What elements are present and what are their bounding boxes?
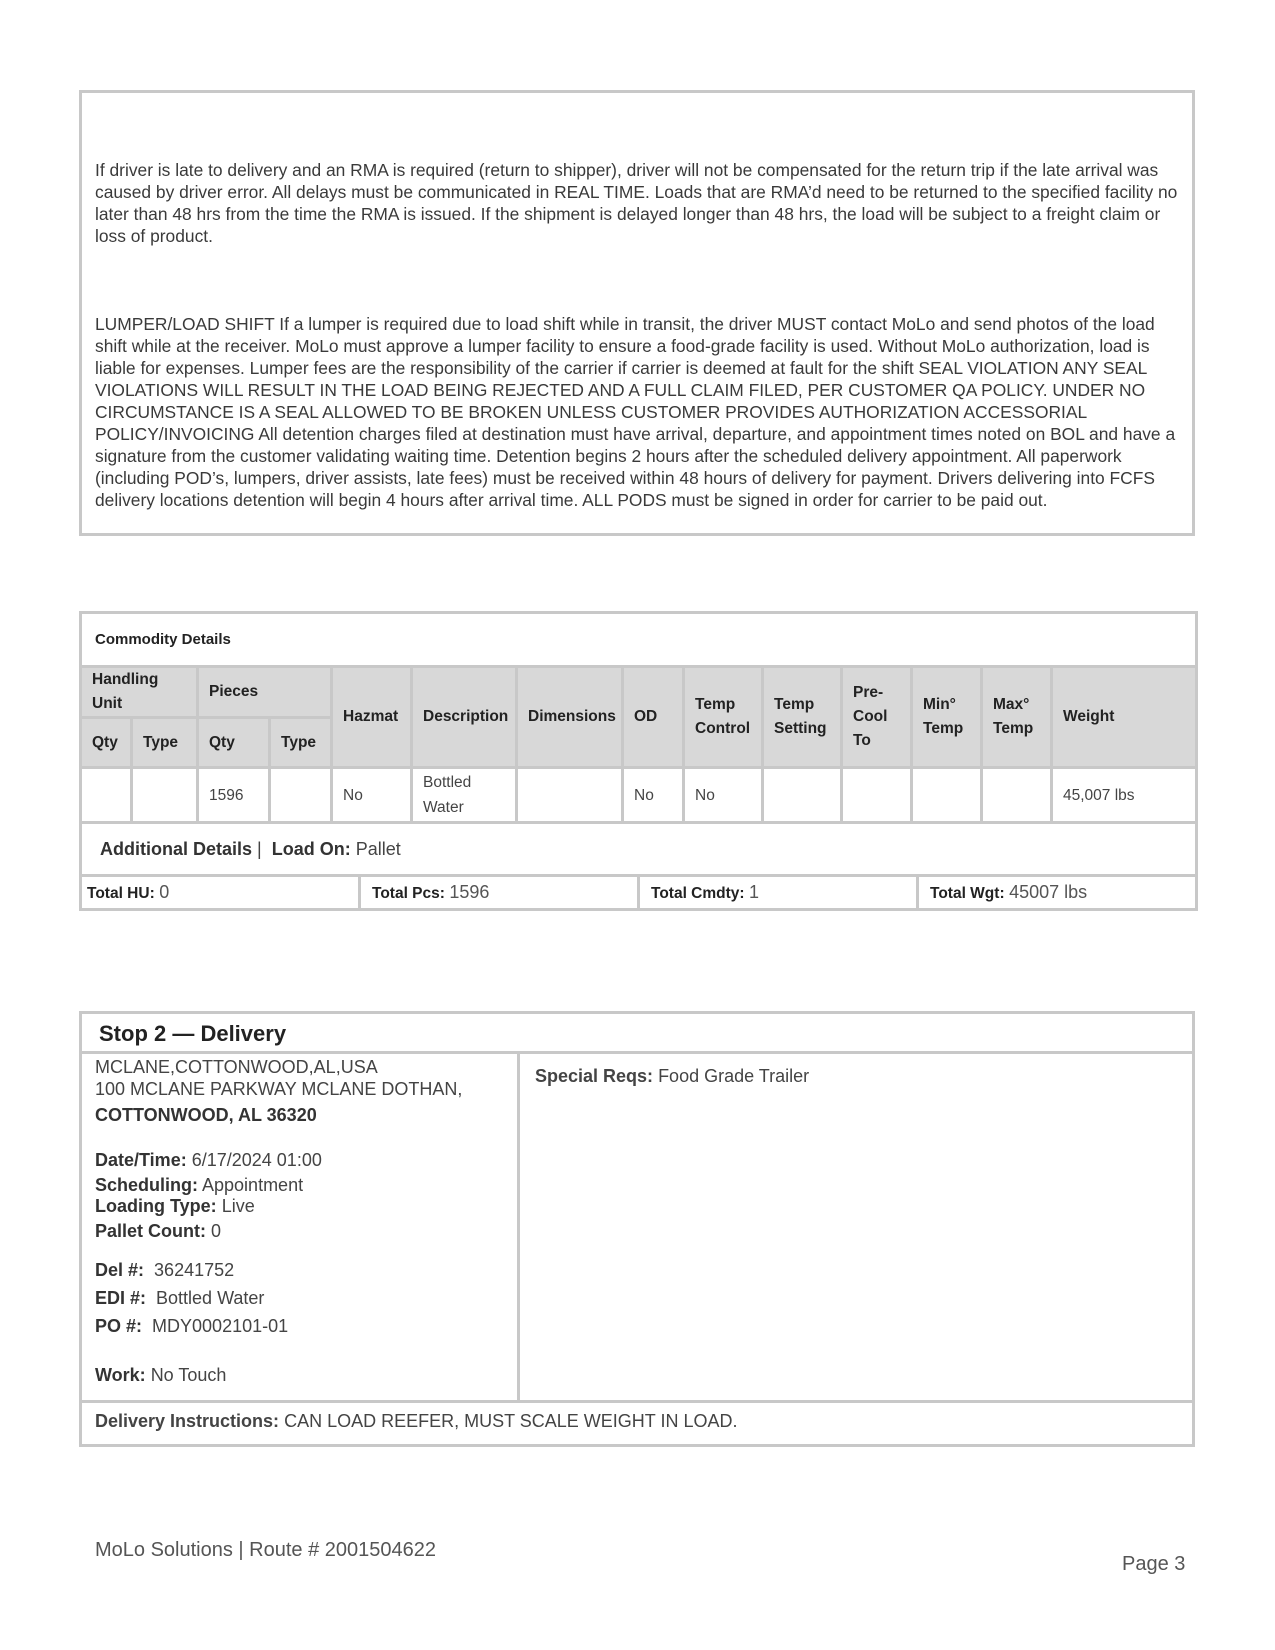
total-pcs-label: Total Pcs:: [372, 885, 445, 902]
commodity-details: [79, 611, 1195, 919]
datetime-value: 6/17/2024 01:00: [191, 1150, 322, 1170]
temp-setting-cell: [763, 768, 842, 823]
edi-value: Bottled Water: [156, 1288, 265, 1308]
delivery-instructions: [82, 1400, 1192, 1444]
stop-details: [82, 1054, 520, 1400]
delivery-instructions-text: [95, 1411, 738, 1432]
pcs-qty-cell: 1596: [198, 768, 270, 823]
po-label: PO #:: [95, 1316, 143, 1336]
hu-qty-cell: [81, 768, 132, 823]
hu-qty-header: Qty: [81, 718, 132, 768]
temp-setting-header: Temp Setting: [763, 667, 842, 768]
delivery-instructions-value: CAN LOAD REEFER, MUST SCALE WEIGHT IN LOAD.: [284, 1411, 738, 1431]
edi-label: EDI #:: [95, 1288, 147, 1308]
od-header: OD: [623, 667, 684, 768]
max-temp-cell: [982, 768, 1052, 823]
total-hu-value: 0: [159, 882, 170, 902]
address-line: 100 MCLANE PARKWAY MCLANE DOTHAN,: [95, 1079, 463, 1099]
commodity-table: [79, 611, 1198, 877]
total-wgt: [918, 876, 1197, 910]
hazmat-cell: No: [332, 768, 412, 823]
total-pcs: [360, 876, 639, 910]
pallet-count: [95, 1221, 221, 1242]
commodity-title: Commodity Details: [81, 613, 1197, 667]
total-wgt-label: Total Wgt:: [930, 885, 1005, 902]
del-number: [95, 1260, 234, 1281]
pre-cool-cell: [842, 768, 912, 823]
load-on-label: Load On:: [271, 838, 351, 859]
po-value: MDY0002101-01: [152, 1316, 289, 1336]
dimensions-cell: [517, 768, 623, 823]
hu-type-header: Type: [132, 718, 198, 768]
datetime-label: Date/Time:: [95, 1150, 187, 1170]
total-cmdty-value: 1: [749, 882, 760, 902]
pallet-count-label: Pallet Count:: [95, 1221, 206, 1241]
footer-route: MoLo Solutions | Route # 2001504622: [95, 1539, 437, 1561]
max-temp-header: Max° Temp: [982, 667, 1052, 768]
table-row: [81, 768, 1197, 823]
city-state-zip: COTTONWOOD, AL 36320: [95, 1105, 317, 1125]
special-reqs-label: Special Reqs:: [535, 1066, 654, 1086]
scheduling-label: Scheduling:: [95, 1175, 198, 1195]
additional-details-label: Additional Details: [100, 838, 253, 859]
loading-type-label: Loading Type:: [95, 1196, 217, 1216]
total-cmdty-label: Total Cmdty:: [651, 885, 745, 902]
po-number: [95, 1316, 288, 1337]
description-cell: Bottled Water: [412, 768, 517, 823]
total-pcs-value: 1596: [449, 882, 490, 902]
min-temp-cell: [912, 768, 982, 823]
description-header: Description: [412, 667, 517, 768]
del-label: Del #:: [95, 1260, 145, 1280]
temp-control-cell: No: [684, 768, 763, 823]
rma-policy-text: If driver is late to delivery and an RMA is required (return to shipper), driver will not be compensated for the return trip if the late arrival was caused by driver error. All delays must be communicated in REAL TIME. Loads that are RMA’d need to be returned to the specified facility no later than 48 hrs from the time the RMA is issued. If the shipment is delayed longer than 48 hrs, the load will be subject to a freight claim or loss of product.: [95, 160, 1178, 246]
temp-control-header: Temp Control: [684, 667, 763, 768]
page-number: Page 3: [1122, 1553, 1186, 1575]
del-value: 36241752: [154, 1260, 235, 1280]
od-cell: No: [623, 768, 684, 823]
loading-type-value: Live: [221, 1196, 255, 1216]
scheduling-value: Appointment: [202, 1175, 304, 1195]
min-temp-header: Min° Temp: [912, 667, 982, 768]
hazmat-header: Hazmat: [332, 667, 412, 768]
separator: |: [257, 838, 262, 859]
special-reqs: [535, 1066, 809, 1087]
work: [95, 1365, 226, 1386]
terms-box: [79, 90, 1195, 536]
pcs-qty-header: Qty: [198, 718, 270, 768]
hu-type-cell: [132, 768, 198, 823]
pcs-type-header: Type: [270, 718, 332, 768]
total-cmdty: [639, 876, 918, 910]
loading-type: [95, 1196, 255, 1217]
work-value: No Touch: [150, 1365, 227, 1385]
special-requirements: [520, 1054, 1192, 1400]
scheduling: [95, 1175, 303, 1196]
pieces-header: Pieces: [198, 667, 332, 718]
pcs-type-cell: [270, 768, 332, 823]
total-hu-label: Total HU:: [87, 885, 155, 902]
weight-header: Weight: [1052, 667, 1197, 768]
work-label: Work:: [95, 1365, 146, 1385]
weight-cell: 45,007 lbs: [1052, 768, 1197, 823]
pre-cool-header: Pre-Cool To: [842, 667, 912, 768]
edi-number: [95, 1288, 264, 1309]
total-hu: [81, 876, 360, 910]
totals-table: [79, 874, 1198, 911]
datetime: [95, 1150, 322, 1171]
handling-unit-header: Handling Unit: [81, 667, 198, 718]
lumper-policy-text: LUMPER/LOAD SHIFT If a lumper is required due to load shift while in transit, the driver MUST contact MoLo and send photos of the load shift while at the receiver. MoLo must approve a lumper facility to ensure a food-grade facility is used. Without MoLo authorization, load is liable for expenses. Lumper fees are the responsibility of the carrier if carrier is deemed at fault for the shift SEAL VIOLATION ANY SEAL VIOLATIONS WILL RESULT IN THE LOAD BEING REJECTED AND A FULL CLAIM FILED, PER CUSTOMER QA POLICY. UNDER NO CIRCUMSTANCE IS A SEAL ALLOWED TO BE BROKEN UNLESS CUSTOMER PROVIDES AUTHORIZATION ACCESSORIAL POLICY/INVOICING All detention charges filed at destination must have arrival, departure, and appointment times noted on BOL and have a signature from the customer validating waiting time. Detention begins 2 hours after the scheduled delivery appointment. All paperwork (including POD’s, lumpers, driver assists, late fees) must be received within 48 hours of delivery for payment. Drivers delivering into FCFS delivery locations detention will begin 4 hours after arrival time. ALL PODS must be signed in order for carrier to be paid out.: [95, 314, 1176, 510]
total-wgt-value: 45007 lbs: [1009, 882, 1088, 902]
additional-details: [81, 823, 1197, 876]
facility-name: MCLANE,COTTONWOOD,AL,USA: [95, 1057, 378, 1077]
dimensions-header: Dimensions: [517, 667, 623, 768]
delivery-instructions-label: Delivery Instructions:: [95, 1411, 280, 1431]
special-reqs-value: Food Grade Trailer: [658, 1066, 810, 1086]
pallet-count-value: 0: [211, 1221, 222, 1241]
stop-title: Stop 2 — Delivery: [82, 1014, 1192, 1054]
stop-delivery-box: [79, 1011, 1195, 1447]
load-on-value: Pallet: [355, 838, 401, 859]
